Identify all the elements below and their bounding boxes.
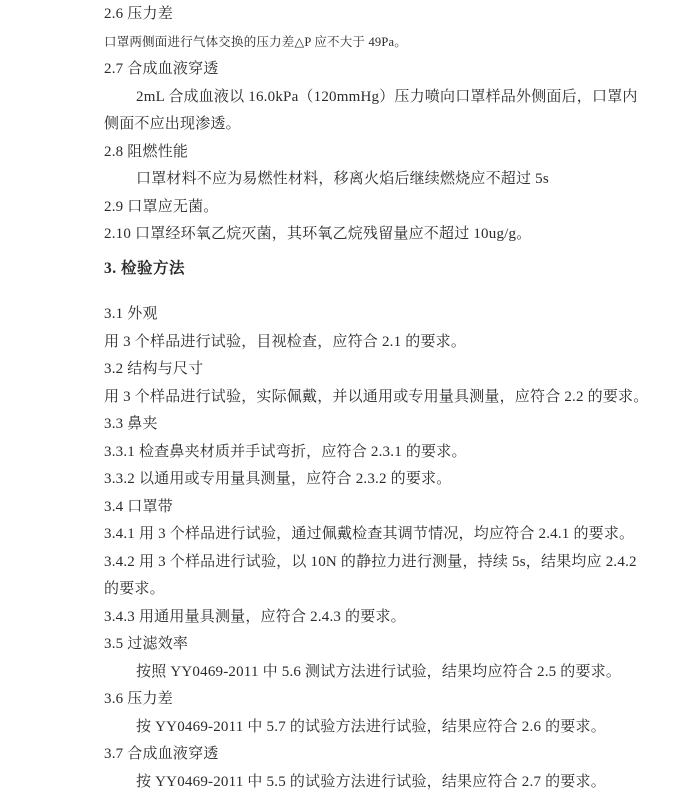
body-3-2: 用 3 个样品进行试验，实际佩戴，并以通用或专用量具测量，应符合 2.2 的要求。 <box>104 388 649 405</box>
body-2-7-line2: 侧面不应出现渗透。 <box>104 116 241 132</box>
clause-3-4-2-line1: 3.4.2 用 3 个样品进行试验，以 10N 的静拉力进行测量，持续 5s，结果均应 2.4.2 <box>104 553 637 570</box>
body-2-6: 口罩两侧面进行气体交换的压力差△P 应不大于 49Pa。 <box>104 34 407 49</box>
clause-3-3-2: 3.3.2 以通用或专用量具测量，应符合 2.3.2 的要求。 <box>104 471 452 487</box>
heading-3-4: 3.4 口罩带 <box>104 498 173 515</box>
heading-2-6: 2.6 压力差 <box>104 6 173 22</box>
clause-3-4-2-line2: 的要求。 <box>104 581 165 597</box>
clause-3-4-1: 3.4.1 用 3 个样品进行试验，通过佩戴检查其调节情况，均应符合 2.4.1 的要求。 <box>104 526 635 542</box>
heading-3-5: 3.5 过滤效率 <box>104 636 189 652</box>
heading-3-2: 3.2 结构与尺寸 <box>104 361 204 377</box>
body-3-1: 用 3 个样品进行试验，目视检查，应符合 2.1 的要求。 <box>104 333 467 350</box>
body-3-5: 按照 YY0469-2011 中 5.6 测试方法进行试验，结果均应符合 2.5 的要求。 <box>136 663 622 680</box>
clause-2-10: 2.10 口罩经环氧乙烷灭菌，其环氧乙烷残留量应不超过 10ug/g。 <box>104 226 532 242</box>
chapter-3-heading: 3. 检验方法 <box>104 259 186 277</box>
heading-2-8: 2.8 阻燃性能 <box>104 143 189 160</box>
clause-3-3-1: 3.3.1 检查鼻夹材质并手试弯折，应符合 2.3.1 的要求。 <box>104 443 467 460</box>
body-2-8: 口罩材料不应为易燃性材料，移离火焰后继续燃烧应不超过 5s <box>136 171 549 187</box>
heading-3-7: 3.7 合成血液穿透 <box>104 746 219 762</box>
heading-2-7: 2.7 合成血液穿透 <box>104 61 219 77</box>
body-3-6: 按 YY0469-2011 中 5.7 的试验方法进行试验，结果应符合 2.6 的要求。 <box>136 718 606 735</box>
heading-3-1: 3.1 外观 <box>104 306 158 322</box>
heading-3-3: 3.3 鼻夹 <box>104 416 158 432</box>
clause-3-4-3: 3.4.3 用通用量具测量，应符合 2.4.3 的要求。 <box>104 608 406 625</box>
clause-2-9: 2.9 口罩应无菌。 <box>104 198 219 215</box>
body-2-7-line1: 2mL 合成血液以 16.0kPa（120mmHg）压力喷向口罩样品外侧面后，口罩内 <box>136 88 638 105</box>
heading-3-6: 3.6 压力差 <box>104 691 173 707</box>
body-3-7: 按 YY0469-2011 中 5.5 的试验方法进行试验，结果应符合 2.7 的要求。 <box>136 773 606 790</box>
